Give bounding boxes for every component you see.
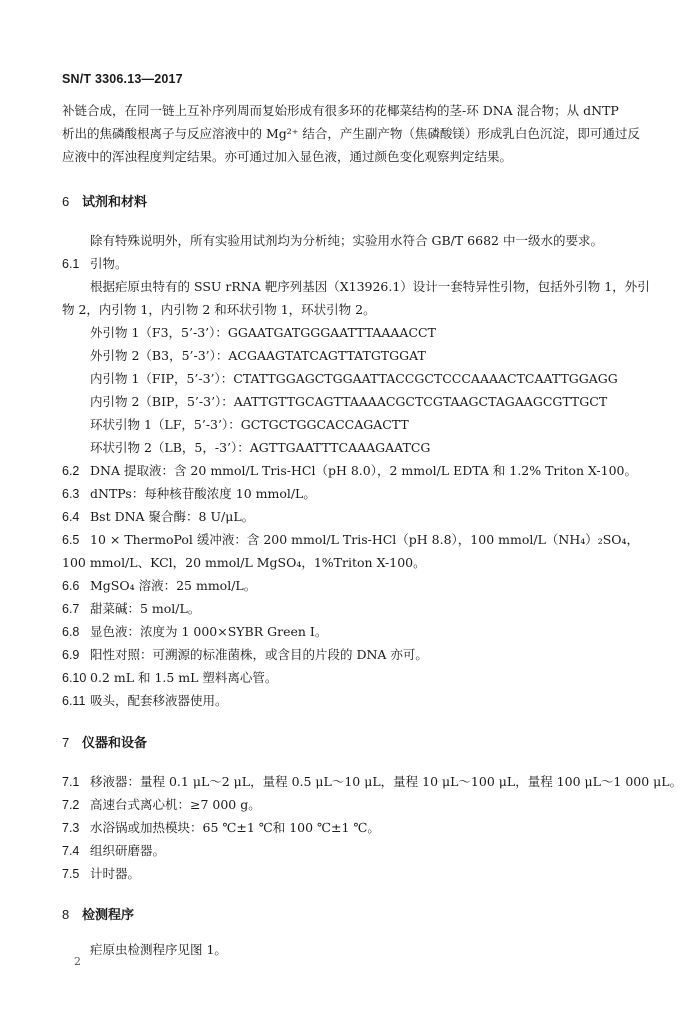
item-7-3: 7.3 水浴锅或加热模块：65 ℃±1 ℃和 100 ℃±1 ℃。 xyxy=(62,820,380,835)
primer-f3: 外引物 1（F3，5’-3’）：GGAATGATGGGAATTTAAAACCT xyxy=(90,325,436,340)
section-title: 试剂和材料 xyxy=(82,194,148,209)
primer-b3: 外引物 2（B3，5’-3’）：ACGAAGTATCAGTTATGTGGAT xyxy=(90,348,426,363)
primer-lb: 环状引物 2（LB，5，-3’）：AGTTGAATTTCAAAGAATCG xyxy=(90,440,431,455)
section-8-lead: 疟原虫检测程序见图 1。 xyxy=(90,942,227,957)
item-6-10: 6.10 0.2 mL 和 1.5 mL 塑料离心管。 xyxy=(62,670,278,685)
item-7-5: 7.5 计时器。 xyxy=(62,866,141,881)
primer-description-2: 物 2，内引物 1，内引物 2 和环状引物 1，环状引物 2。 xyxy=(62,302,376,317)
item-6-1: 6.1 引物。 xyxy=(62,256,128,271)
section-6-lead: 除有特殊说明外，所有实验用试剂均为分析纯；实验用水符合 GB/T 6682 中一级水的要求。 xyxy=(90,233,603,248)
intro-line-1: 补链合成，在同一链上互补序列周而复始形成有很多环的花椰菜结构的茎-环 DNA 混合物；从 dNTP xyxy=(62,103,619,118)
item-6-7: 6.7 甜菜碱：5 mol/L。 xyxy=(62,601,201,616)
intro-line-2: 析出的焦磷酸根离子与反应溶液中的 Mg²⁺ 结合，产生副产物（焦磷酸镁）形成乳白色沉淀，即可通过反 xyxy=(62,126,640,141)
item-7-2: 7.2 高速台式离心机：≥7 000 g。 xyxy=(62,797,261,812)
item-6-3: 6.3 dNTPs：每种核苷酸浓度 10 mmol/L。 xyxy=(62,486,316,501)
page-number: 2 xyxy=(74,955,81,968)
section-number: 8 xyxy=(62,907,70,922)
primer-description-1: 根据疟原虫特有的 SSU rRNA 靶序列基因（X13926.1）设计一套特异性引物，包括外引物 1，外引 xyxy=(90,279,650,294)
section-6-heading xyxy=(62,191,147,210)
item-6-2: 6.2 DNA 提取液：含 20 mmol/L Tris-HCl（pH 8.0），2 mmol/L EDTA 和 1.2% Triton X-100。 xyxy=(62,463,638,478)
item-6-9: 6.9 阳性对照：可溯源的标准菌株，或含目的片段的 DNA 亦可。 xyxy=(62,647,428,662)
item-6-6: 6.6 MgSO₄ 溶液：25 mmol/L。 xyxy=(62,578,257,593)
item-6-8: 6.8 显色液：浓度为 1 000×SYBR Green I。 xyxy=(62,624,328,639)
section-title: 仪器和设备 xyxy=(82,735,148,750)
primer-lf: 环状引物 1（LF，5’-3’）：GCTGCTGGCACCAGACTT xyxy=(90,417,409,432)
item-6-5: 6.5 10 × ThermoPol 缓冲液：含 200 mmol/L Tris-HCl（pH 8.8），100 mmol/L（NH₄）₂SO₄， xyxy=(62,532,640,547)
standard-header: SN/T 3306.13—2017 xyxy=(62,72,183,86)
item-6-11: 6.11 吸头，配套移液器使用。 xyxy=(62,693,228,708)
item-6-5-continued: 100 mmol/L、KCl，20 mmol/L MgSO₄，1%Triton X-100。 xyxy=(62,555,426,570)
item-7-4: 7.4 组织研磨器。 xyxy=(62,843,166,858)
intro-line-3: 应液中的浑浊程度判定结果。亦可通过加入显色液，通过颜色变化观察判定结果。 xyxy=(62,149,513,164)
section-number: 6 xyxy=(62,194,70,209)
section-number: 7 xyxy=(62,735,70,750)
item-6-4: 6.4 Bst DNA 聚合酶：8 U/μL。 xyxy=(62,509,255,524)
primer-fip: 内引物 1（FIP，5’-3’）：CTATTGGAGCTGGAATTACCGCTCCCAAAACTCAATTGGAGG xyxy=(90,371,618,386)
section-7-heading xyxy=(62,732,147,751)
item-7-1: 7.1 移液器：量程 0.1 μL～2 μL，量程 0.5 μL～10 μL，量程 10 μL～100 μL，量程 100 μL～1 000 μL。 xyxy=(62,774,683,789)
section-title: 检测程序 xyxy=(82,907,135,922)
section-8-heading xyxy=(62,904,134,923)
primer-bip: 内引物 2（BIP，5’-3’）：AATTGTTGCAGTTAAAACGCTCGTAAGCTAGAAGCGTTGCT xyxy=(90,394,608,409)
